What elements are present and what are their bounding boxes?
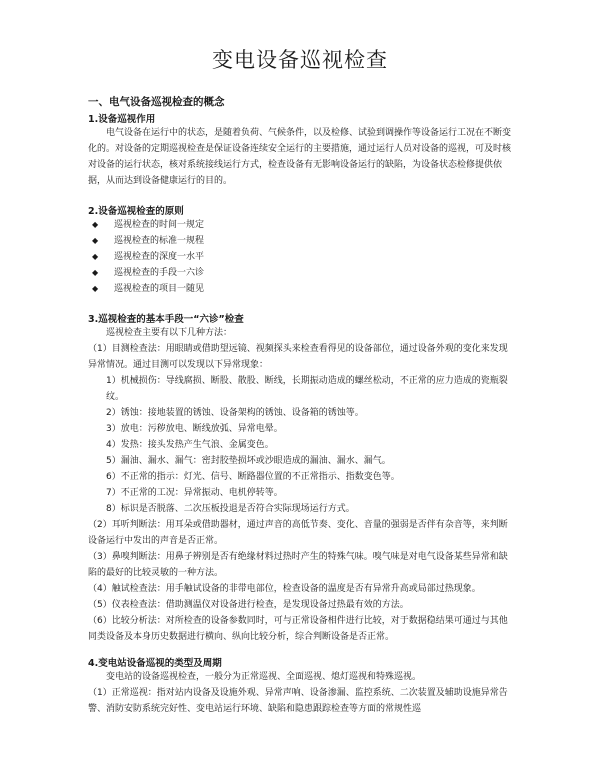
patrol-types-intro: 变电站的设备巡视检查，一般分为正常巡视、全面巡视、熄灯巡视和特殊巡视。 (106, 672, 422, 682)
list-item: ◆ 巡视检查的手段一六诊 (92, 265, 512, 281)
diamond-bullet-icon: ◆ (92, 268, 99, 277)
paragraph-inspection-purpose: 电气设备在运行中的状态，是随着负荷、气候条件，以及检修、试验到调操作等设备运行工况在不断变化的。对设备的定期巡视检查是保证设备连续安全运行的主要措施，通过运行人员对设备的巡视，可及时核对设备的运行状态，核对系统接线运行方式，检查设备有无影响设备运行的缺陷，为设备状态检修提供依据，从而达到设备健康运行的目的。 (88, 128, 512, 186)
subsection-heading-3: 3.巡视检查的基本手段一“六诊”检查 (88, 314, 244, 325)
section-heading-1: 一、电气设备巡视检查的概念 (88, 96, 225, 108)
anomaly-item: 8）标识是否脱落、二次压板投退是否符合实际现场运行方式。 (106, 504, 355, 514)
method-touch: （4）触试检查法：用手触试设备的非带电部位，检查设备的温度是否有异常升高或局部过热现象。 (88, 584, 481, 594)
list-item: ◆ 巡视检查的时间一规定 (92, 217, 512, 233)
list-item: ◆ 巡视检查的标准一规程 (92, 233, 512, 249)
list-item: ◆ 巡视检查的项目一随见 (92, 281, 512, 297)
diamond-bullet-icon: ◆ (92, 220, 99, 229)
method-visual-inspection: （1）目测检查法：用眼睛或借助望远镜、视频探头来检查看得见的设备部位，通过设备外观的变化来发现异常情况。通过目测可以发现以下异常现象： (88, 344, 508, 370)
methods-intro: 巡视检查主要有以下几种方法： (106, 328, 233, 338)
anomaly-item: 1）机械损伤：导线腐损、断股、散股、断线，长期振动造成的螺丝松动，不正常的应力造成的瓷瓶裂纹。 (106, 376, 508, 402)
method-listening: （2）耳听判断法：用耳朵或借助器材，通过声音的高低节奏、变化、音量的强弱是否伴有杂音等，来判断设备运行中发出的声音是否正常。 (88, 520, 508, 546)
anomaly-item: 5）漏油、漏水、漏气：密封胶垫损坏或沙眼造成的漏油、漏水、漏气。 (106, 456, 391, 466)
anomaly-item: 6）不正常的指示：灯光、信号、断路器位置的不正常指示、指数变色等。 (106, 472, 400, 482)
method-instrument: （5）仪表检查法：借助测温仪对设备进行检查，是发现设备过热最有效的方法。 (88, 600, 409, 610)
diamond-bullet-icon: ◆ (92, 252, 99, 261)
method-smelling: （3）鼻嗅判断法：用鼻子辨别是否有绝缘材料过热时产生的特殊气味。嗅气味是对电气设备某些异常和缺陷的最好的比较灵敏的一种方法。 (88, 552, 508, 578)
subsection-heading-1: 1.设备巡视作用 (88, 114, 156, 125)
anomaly-item: 2）锈蚀：接地装置的锈蚀、设备架构的锈蚀、设备箱的锈蚀等。 (106, 408, 364, 418)
anomaly-item: 7）不正常的工况：异常振动、电机停转等。 (106, 488, 283, 498)
diamond-bullet-icon: ◆ (92, 284, 99, 293)
page-title: 变电设备巡视检查 (212, 48, 388, 72)
patrol-type-normal: （1）正常巡视：指对站内设备及设施外观、异常声响、设备渗漏、监控系统、二次装置及辅助设施异常告警、消防安防系统完好性、变电站运行环境、缺陷和隐患跟踪检查等方面的常规性巡 (88, 688, 508, 714)
diamond-bullet-icon: ◆ (92, 236, 99, 245)
principles-list (88, 217, 512, 297)
list-item: ◆ 巡视检查的深度一水平 (92, 249, 512, 265)
subsection-heading-2: 2.设备巡视检查的原则 (88, 206, 184, 217)
anomaly-item: 3）放电：污秽放电、断线放弧、异常电晕。 (106, 424, 283, 434)
anomaly-item: 4）发热：接头发热产生气浪、金属变色。 (106, 440, 274, 450)
subsection-heading-4: 4.变电站设备巡视的类型及周期 (88, 658, 222, 669)
method-comparison: （6）比较分析法：对所检查的设备参数同时，可与正常设备相件进行比较，对于数据稳结果可通过与其他同类设备及本身历史数据进行横向、纵向比较分析，综合判断设备是否正常。 (88, 616, 508, 642)
